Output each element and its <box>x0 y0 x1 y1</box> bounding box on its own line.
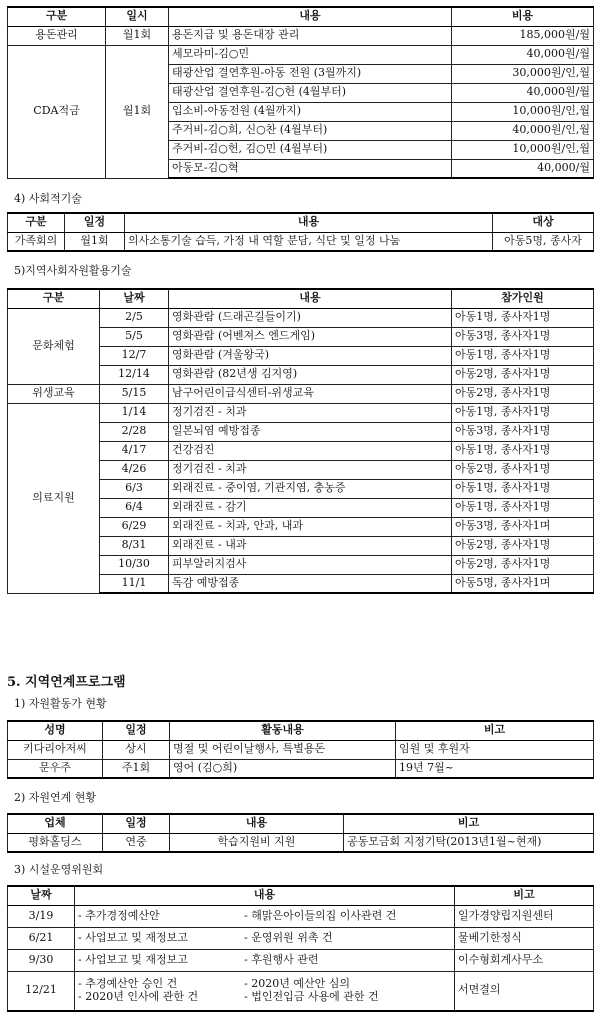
content-cell: 외래진료 - 감기 <box>169 498 452 517</box>
content-cell: 태광산업 결연후원-아동 전원 (3월까지) <box>169 64 452 83</box>
content-cell: 세모라미-김○민 <box>169 45 452 64</box>
cost-cell: 40,000원/월 <box>452 83 594 102</box>
header-content: 내용 <box>125 213 493 232</box>
agenda-item: - 사업보고 및 재정보고 <box>78 952 188 966</box>
agenda-item: - 2020년 예산안 심의 <box>244 977 350 991</box>
agenda-item: - 운영위원 위촉 건 <box>244 930 333 944</box>
date-cell: 6/29 <box>100 517 169 536</box>
agenda-item: - 법인전입금 사용에 관한 건 <box>244 989 379 1003</box>
content-cell: 학습지원비 지원 <box>170 833 344 852</box>
content-cell: 영화관람 (82년생 김지영) <box>169 365 452 384</box>
activity-cell: 명절 및 어린이날행사, 특별용돈 <box>170 740 396 759</box>
cost-table <box>7 6 594 179</box>
table-row <box>8 45 594 64</box>
content-cell <box>75 949 455 971</box>
content-cell: 외래진료 - 치과, 안과, 내과 <box>169 517 452 536</box>
table-row <box>8 971 594 1011</box>
name-cell: 문우주 <box>8 759 103 778</box>
agenda-item: - 추경예산안 승인 건 <box>78 977 178 991</box>
table-row <box>8 905 594 927</box>
participants-cell: 아동2명, 종사자1명 <box>452 555 594 574</box>
participants-cell: 아동1명, 종사자1명 <box>452 479 594 498</box>
content-cell: 남구어린이급식센터-위생교육 <box>169 384 452 403</box>
participants-cell: 아동1명, 종사자1명 <box>452 403 594 422</box>
date-cell: 6/21 <box>8 927 75 949</box>
date-cell: 1/14 <box>100 403 169 422</box>
cost-cell: 10,000원/인,월 <box>452 140 594 159</box>
content-cell: 주거비-김○헌, 김○민 (4월부터) <box>169 140 452 159</box>
date-cell: 2/28 <box>100 422 169 441</box>
content-cell: 의사소통기술 습득, 가정 내 역할 분담, 식단 및 일정 나눔 <box>125 232 493 251</box>
schedule-cell: 월1회 <box>65 232 125 251</box>
category-cell: 용돈관리 <box>8 26 106 45</box>
table-row <box>8 308 594 327</box>
date-cell: 3/19 <box>8 905 75 927</box>
schedule-cell: 연중 <box>103 833 170 852</box>
cost-cell: 10,000원/인,월 <box>452 102 594 121</box>
date-cell: 4/17 <box>100 441 169 460</box>
date-cell: 12/7 <box>100 346 169 365</box>
company-cell: 평화홀딩스 <box>8 833 103 852</box>
date-cell: 4/26 <box>100 460 169 479</box>
date-cell: 11/1 <box>100 574 169 593</box>
header-category: 구분 <box>8 7 106 26</box>
social-skills-table <box>7 212 594 252</box>
agenda-item: - 2020년 인사에 관한 건 <box>78 989 199 1003</box>
content-cell: 건강검진 <box>169 441 452 460</box>
name-cell: 키다리아저씨 <box>8 740 103 759</box>
content-cell: 외래진료 - 내과 <box>169 536 452 555</box>
content-cell: 독감 예방접종 <box>169 574 452 593</box>
frequency-cell: 월1회 <box>106 26 169 45</box>
note-cell: 이수형회계사무소 <box>455 949 594 971</box>
header-schedule: 일정 <box>65 213 125 232</box>
section-heading-volunteers: 1) 자원활동가 현황 <box>14 697 107 710</box>
content-cell <box>75 927 455 949</box>
header-schedule: 일정 <box>103 814 170 833</box>
content-cell: 입소비-아동전원 (4월까지) <box>169 102 452 121</box>
participants-cell: 아동5명, 종사자1며 <box>452 574 594 593</box>
note-cell: 임원 및 후원자 <box>396 740 594 759</box>
header-content: 내용 <box>169 289 452 308</box>
cost-cell: 185,000원/월 <box>452 26 594 45</box>
content-cell: 정기검진 - 치과 <box>169 460 452 479</box>
category-cell: 위생교육 <box>8 384 100 403</box>
agenda-item: - 추가경정예산안 <box>78 908 160 922</box>
content-cell: 태광산업 결연후원-김○헌 (4월부터) <box>169 83 452 102</box>
note-cell: 일가경양립지원센터 <box>455 905 594 927</box>
note-cell: 서면결의 <box>455 971 594 1011</box>
header-note: 비고 <box>455 886 594 905</box>
header-note: 비고 <box>344 814 594 833</box>
schedule-cell: 상시 <box>103 740 170 759</box>
date-cell: 8/31 <box>100 536 169 555</box>
table-header-row <box>8 886 594 905</box>
content-cell: 정기검진 - 치과 <box>169 403 452 422</box>
header-target: 대상 <box>493 213 594 232</box>
table-row <box>8 927 594 949</box>
table-row <box>8 833 594 852</box>
section-title-community-programs: 5. 지역연계프로그램 <box>7 675 126 690</box>
category-cell: 문화체험 <box>8 308 100 384</box>
participants-cell: 아동2명, 종사자1명 <box>452 536 594 555</box>
cost-cell: 40,000원/월 <box>452 45 594 64</box>
category-cell: CDA적금 <box>8 45 106 178</box>
table-header-row <box>8 289 594 308</box>
header-content: 내용 <box>170 814 344 833</box>
header-note: 비고 <box>396 721 594 740</box>
table-row <box>8 232 594 251</box>
content-cell: 영화관람 (드래곤길들이기) <box>169 308 452 327</box>
cost-cell: 30,000원/인,월 <box>452 64 594 83</box>
header-company: 업체 <box>8 814 103 833</box>
participants-cell: 아동1명, 종사자1명 <box>452 441 594 460</box>
header-schedule: 일정 <box>103 721 170 740</box>
table-row <box>8 740 594 759</box>
resource-links-table <box>7 813 594 853</box>
header-content: 내용 <box>169 7 452 26</box>
category-cell: 가족회의 <box>8 232 65 251</box>
content-cell: 영화관람 (겨울왕국) <box>169 346 452 365</box>
section-heading-resource-links: 2) 자원연계 현황 <box>14 791 97 804</box>
target-cell: 아동5명, 종사자 <box>493 232 594 251</box>
table-row <box>8 949 594 971</box>
content-cell: 피부알러지검사 <box>169 555 452 574</box>
community-resources-table <box>7 288 594 594</box>
note-cell: 19년 7월~ <box>396 759 594 778</box>
header-name: 성명 <box>8 721 103 740</box>
header-activity: 활동내용 <box>170 721 396 740</box>
table-row <box>8 403 594 422</box>
section-heading-social-skills: 4) 사회적기술 <box>14 192 82 205</box>
participants-cell: 아동2명, 종사자1명 <box>452 384 594 403</box>
note-cell: 물베기한정식 <box>455 927 594 949</box>
content-cell: 주거비-김○희, 신○찬 (4월부터) <box>169 121 452 140</box>
participants-cell: 아동3명, 종사자1명 <box>452 327 594 346</box>
header-participants: 참가인원 <box>452 289 594 308</box>
table-row <box>8 26 594 45</box>
section-heading-community-resources: 5)지역사회자원활용기술 <box>14 264 132 277</box>
note-cell: 공동모금회 지정기탁(2013년1월~현재) <box>344 833 594 852</box>
participants-cell: 아동2명, 종사자1명 <box>452 460 594 479</box>
date-cell: 12/21 <box>8 971 75 1011</box>
table-header-row <box>8 814 594 833</box>
date-cell: 9/30 <box>8 949 75 971</box>
table-header-row <box>8 213 594 232</box>
participants-cell: 아동1명, 종사자1명 <box>452 498 594 517</box>
activity-cell: 영어 (김○희) <box>170 759 396 778</box>
participants-cell: 아동3명, 종사자1며 <box>452 517 594 536</box>
header-date: 날짜 <box>100 289 169 308</box>
content-cell: 용돈지급 및 용돈대장 관리 <box>169 26 452 45</box>
date-cell: 6/4 <box>100 498 169 517</box>
date-cell: 2/5 <box>100 308 169 327</box>
content-cell: 외래진료 - 중이염, 기관지염, 충농증 <box>169 479 452 498</box>
cost-cell: 40,000원/인,월 <box>452 121 594 140</box>
volunteers-table <box>7 720 594 779</box>
operations-committee-table <box>7 885 594 1012</box>
header-category: 구분 <box>8 289 100 308</box>
date-cell: 10/30 <box>100 555 169 574</box>
table-row <box>8 759 594 778</box>
content-cell <box>75 971 455 1011</box>
agenda-item: - 후원행사 관련 <box>244 952 319 966</box>
participants-cell: 아동1명, 종사자1명 <box>452 308 594 327</box>
table-header-row <box>8 7 594 26</box>
content-cell: 아동모-김○혁 <box>169 159 452 178</box>
frequency-cell: 월1회 <box>106 45 169 178</box>
agenda-item: - 해맑은아이들의집 이사관련 건 <box>244 908 397 922</box>
content-cell <box>75 905 455 927</box>
content-cell: 영화관람 (어벤져스 엔드게임) <box>169 327 452 346</box>
participants-cell: 아동3명, 종사자1명 <box>452 422 594 441</box>
header-frequency: 일시 <box>106 7 169 26</box>
participants-cell: 아동1명, 종사자1명 <box>452 346 594 365</box>
cost-cell: 40,000/월 <box>452 159 594 178</box>
date-cell: 5/5 <box>100 327 169 346</box>
date-cell: 5/15 <box>100 384 169 403</box>
header-content: 내용 <box>75 886 455 905</box>
header-date: 날짜 <box>8 886 75 905</box>
section-heading-operations-committee: 3) 시설운영위원회 <box>14 863 104 876</box>
date-cell: 12/14 <box>100 365 169 384</box>
table-header-row <box>8 721 594 740</box>
participants-cell: 아동2명, 종사자1명 <box>452 365 594 384</box>
header-category: 구분 <box>8 213 65 232</box>
date-cell: 6/3 <box>100 479 169 498</box>
category-cell: 의료지원 <box>8 403 100 593</box>
schedule-cell: 주1회 <box>103 759 170 778</box>
header-cost: 비용 <box>452 7 594 26</box>
table-row <box>8 384 594 403</box>
agenda-item: - 사업보고 및 재정보고 <box>78 930 188 944</box>
content-cell: 일본뇌염 예방접종 <box>169 422 452 441</box>
